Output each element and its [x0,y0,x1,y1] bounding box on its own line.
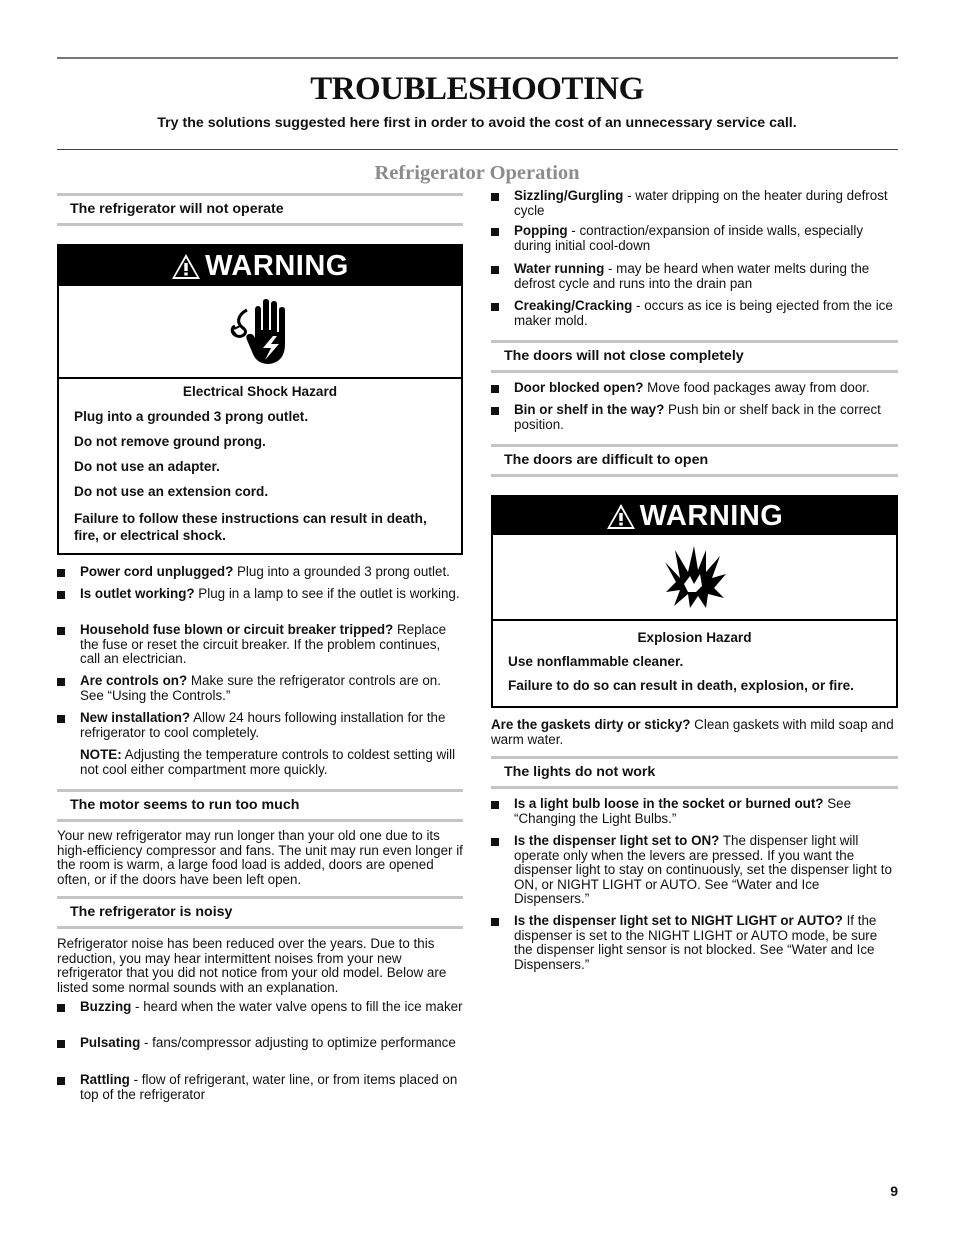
warning-line: Do not use an extension cord. [74,484,269,499]
page-title: TROUBLESHOOTING [310,71,644,107]
paragraph-gaskets: Are the gaskets dirty or sticky? Clean gaskets with mild soap and warm water. [491,717,894,747]
paragraph-noisy: Refrigerator noise has been reduced over the years. Due to this reduction, you may hear intermittent noises from your new refrigerator that you did not notice from your old model. Below are listed some normal sounds with an explanation. [57,936,447,995]
subhead-doors-close: The doors will not close completely [491,340,898,373]
explosion-icon [662,544,728,610]
top-rule [57,57,898,59]
subhead-doors-open: The doors are difficult to open [491,444,898,477]
warning-line: Do not use an adapter. [74,459,220,474]
note: NOTE: Adjusting the temperature controls to coldest setting will not cool either compartment more quickly. [80,747,456,777]
section-rule [57,149,898,150]
list-item: Are controls on? Make sure the refrigerator controls are on. See “Using the Controls.” [57,674,463,703]
hazard-title: Explosion Hazard [637,630,752,645]
list-item: Household fuse blown or circuit breaker tripped? Replace the fuse or reset the circuit breaker. If the problem continues, call an electrician. [57,623,463,667]
warning-body [59,379,461,553]
list-item: Pulsating - fans/compressor adjusting to optimize performance [57,1036,463,1051]
list-item: Is the dispenser light set to ON? The dispenser light will operate only when the levers are pressed. If you want the dispenser light to stay on continuously, set the dispenser light to ON, or NIGHT LIGHT or AUTO. See “Water and Ice Dispensers.” [491,834,898,907]
warning-triangle-icon [171,253,201,280]
warning-line: Do not remove ground prong. [74,434,266,449]
section-title: Refrigerator Operation [374,162,580,184]
list-item: Creaking/Cracking - occurs as ice is being ejected from the ice maker mold. [491,299,898,328]
list-item: Is the dispenser light set to NIGHT LIGHT or AUTO? If the dispenser is set to the NIGHT LIGHT or AUTO mode, be sure the dispenser light sensor is not blocked. See “Water and Ice Dispensers.” [491,914,898,972]
subhead-motor: The motor seems to run too much [57,789,463,822]
warning-box-explosion [491,495,898,708]
warning-line: Failure to follow these instructions can result in death, fire, or electrical shock. [74,511,427,543]
warning-triangle-icon [606,503,636,530]
warning-header: WARNING [493,497,896,535]
list-item: Popping - contraction/expansion of inside walls, especially during initial cool-down [491,224,898,253]
list-item: Door blocked open? Move food packages away from door. [491,381,898,396]
warning-box-electrical [57,244,463,555]
page-subtitle: Try the solutions suggested here first in order to avoid the cost of an unnecessary service call. [157,115,797,131]
warning-header: WARNING [59,246,461,286]
electrical-shock-icon-box [59,286,461,379]
electrical-shock-icon [225,296,295,368]
list-item: Power cord unplugged? Plug into a grounded 3 prong outlet. [57,565,463,580]
list-item: Is outlet working? Plug in a lamp to see if the outlet is working. [57,587,463,602]
page-number: 9 [890,1183,898,1199]
list-item: Rattling - flow of refrigerant, water line, or from items placed on top of the refrigerator [57,1073,463,1102]
list-item: Sizzling/Gurgling - water dripping on the heater during defrost cycle [491,189,898,218]
explosion-icon-box [493,535,896,621]
list-item: Buzzing - heard when the water valve opens to fill the ice maker [57,1000,463,1015]
list-item: New installation? Allow 24 hours following installation for the refrigerator to cool completely. [57,711,463,740]
hazard-title: Electrical Shock Hazard [182,384,338,399]
warning-line: Plug into a grounded 3 prong outlet. [74,409,309,424]
subhead-noisy: The refrigerator is noisy [57,896,463,929]
list-item: Is a light bulb loose in the socket or burned out? See “Changing the Light Bulbs.” [491,797,898,826]
subhead-lights: The lights do not work [491,756,898,789]
list-item: Bin or shelf in the way? Push bin or shelf back in the correct position. [491,403,898,432]
warning-line: Failure to do so can result in death, explosion, or fire. [508,678,854,693]
warning-line: Use nonflammable cleaner. [508,654,684,669]
warning-body [493,621,896,706]
subhead-not-operate: The refrigerator will not operate [57,193,463,226]
list-item: Water running - may be heard when water melts during the defrost cycle and runs into the drain pan [491,262,898,291]
paragraph-motor: Your new refrigerator may run longer than your old one due to its high-efficiency compressor and fans. The unit may run even longer if the room is warm, a large food load is added, doors are opened often, or if the doors have been left open. [57,828,463,887]
